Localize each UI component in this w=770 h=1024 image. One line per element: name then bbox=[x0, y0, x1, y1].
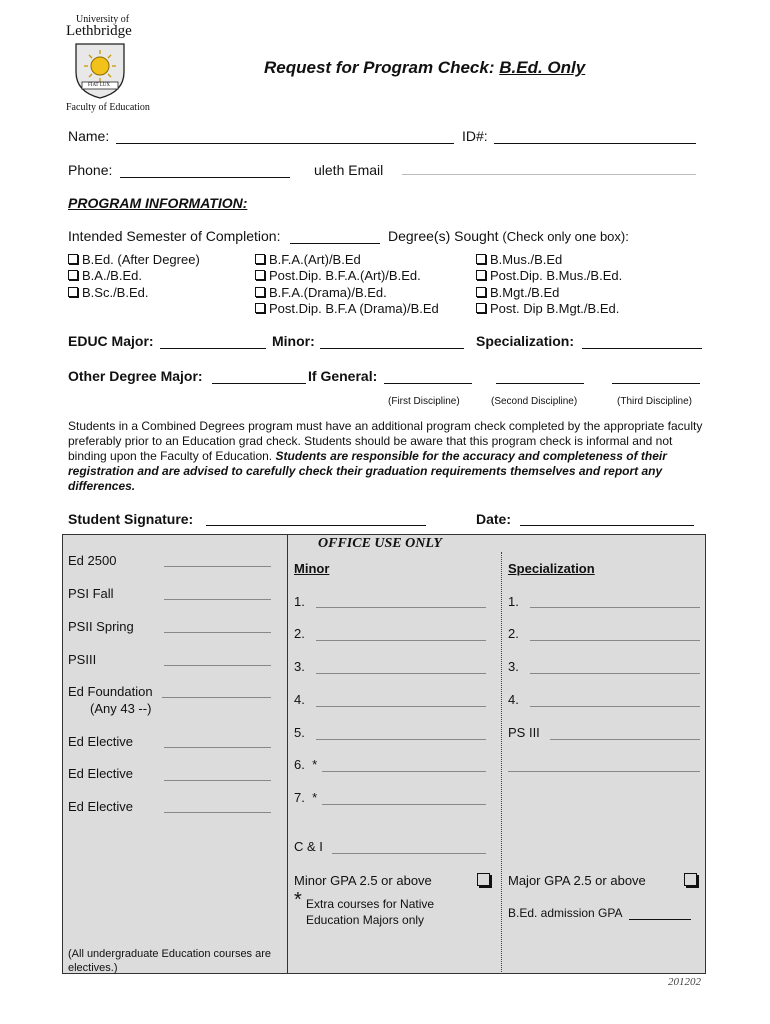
degree-option[interactable] bbox=[476, 252, 562, 267]
degree-option-label: B.F.A.(Drama)/B.Ed. bbox=[269, 285, 387, 300]
minor-course-field[interactable] bbox=[316, 673, 486, 674]
minor-number: 4. bbox=[294, 692, 305, 707]
if-general-label: If General: bbox=[308, 368, 378, 384]
checkbox-icon[interactable] bbox=[476, 303, 486, 313]
id-label: ID#: bbox=[462, 128, 488, 144]
university-logo bbox=[62, 14, 150, 114]
crest-icon bbox=[74, 42, 126, 100]
phone-field[interactable] bbox=[120, 177, 290, 178]
degree-option[interactable] bbox=[68, 268, 142, 283]
ci-label: C & I bbox=[294, 839, 323, 854]
degree-option[interactable] bbox=[68, 285, 148, 300]
minor-gpa-label: Minor GPA 2.5 or above bbox=[294, 873, 432, 888]
specialization-label: Specialization: bbox=[476, 333, 575, 349]
signature-label: Student Signature: bbox=[68, 511, 194, 527]
office-divider-left bbox=[287, 534, 288, 974]
checkbox-icon[interactable] bbox=[68, 270, 78, 280]
other-degree-label: Other Degree Major: bbox=[68, 368, 203, 384]
phone-label: Phone: bbox=[68, 162, 113, 178]
first-discipline-field[interactable] bbox=[384, 383, 472, 384]
checkbox-icon[interactable] bbox=[476, 270, 486, 280]
degree-option[interactable] bbox=[255, 285, 387, 300]
logo-motto: FIAT LUX bbox=[88, 83, 110, 88]
name-field[interactable] bbox=[116, 143, 454, 144]
semester-label: Intended Semester of Completion: bbox=[68, 228, 281, 244]
minor-number: 1. bbox=[294, 594, 305, 609]
degree-note: (Check only one box): bbox=[502, 229, 629, 244]
office-psii-field[interactable] bbox=[164, 632, 271, 633]
degree-option[interactable] bbox=[476, 301, 619, 316]
logo-faculty: Faculty of Education bbox=[66, 102, 150, 113]
spec-number: 1. bbox=[508, 594, 519, 609]
degree-option-label: B.Ed. (After Degree) bbox=[82, 252, 200, 267]
checkbox-icon[interactable] bbox=[68, 254, 78, 264]
degree-option-label: B.Mus./B.Ed bbox=[490, 252, 563, 267]
spec-course-field[interactable] bbox=[530, 706, 700, 707]
minor-number: 2. bbox=[294, 626, 305, 641]
degree-option-label: B.Mgt./B.Ed bbox=[490, 285, 560, 300]
office-elective-label: Ed Elective bbox=[68, 766, 134, 781]
minor-course-field[interactable] bbox=[322, 771, 486, 772]
degree-option[interactable] bbox=[255, 252, 361, 267]
checkbox-icon[interactable] bbox=[255, 270, 265, 280]
office-foundation-field[interactable] bbox=[162, 697, 271, 698]
page-title bbox=[264, 58, 585, 78]
checkbox-icon[interactable] bbox=[255, 254, 265, 264]
minor-label: Minor: bbox=[272, 333, 315, 349]
minor-gpa-checkbox[interactable] bbox=[477, 873, 490, 886]
other-degree-field[interactable] bbox=[212, 383, 306, 384]
email-field[interactable] bbox=[402, 174, 696, 175]
email-label: uleth Email bbox=[314, 162, 384, 178]
office-spec-heading: Specialization bbox=[508, 561, 595, 576]
form-code: 201202 bbox=[668, 976, 701, 988]
spec-number: 3. bbox=[508, 659, 519, 674]
office-heading: OFFICE USE ONLY bbox=[318, 536, 442, 551]
educ-major-label: EDUC Major: bbox=[68, 333, 154, 349]
checkbox-icon[interactable] bbox=[68, 287, 78, 297]
program-info-heading: PROGRAM INFORMATION: bbox=[68, 195, 248, 211]
ps3-field[interactable] bbox=[550, 739, 700, 740]
degree-option[interactable] bbox=[476, 285, 559, 300]
degree-option[interactable] bbox=[68, 252, 200, 267]
date-field[interactable] bbox=[520, 525, 694, 526]
checkbox-icon[interactable] bbox=[255, 287, 265, 297]
third-discipline-field[interactable] bbox=[612, 383, 700, 384]
spec-course-field[interactable] bbox=[530, 640, 700, 641]
office-foundation-note: (Any 43 --) bbox=[90, 701, 152, 716]
major-gpa-label: Major GPA 2.5 or above bbox=[508, 873, 646, 888]
minor-course-field[interactable] bbox=[322, 804, 486, 805]
spec-number: 4. bbox=[508, 692, 519, 707]
title-underlined: B.Ed. Only bbox=[499, 58, 586, 77]
date-label: Date: bbox=[476, 511, 512, 527]
office-foundation-label: Ed Foundation bbox=[68, 684, 153, 699]
specialization-field[interactable] bbox=[582, 348, 702, 349]
admission-gpa-field[interactable] bbox=[629, 919, 691, 920]
degree-option-label: Post.Dip. B.F.A.(Art)/B.Ed. bbox=[269, 268, 421, 283]
educ-major-field[interactable] bbox=[160, 348, 266, 349]
checkbox-icon[interactable] bbox=[476, 287, 486, 297]
office-psi-field[interactable] bbox=[164, 599, 271, 600]
office-psi-label: PSI Fall bbox=[68, 586, 114, 601]
office-ed2500-label: Ed 2500 bbox=[68, 553, 117, 568]
degree-option-label: Post. Dip B.Mgt./B.Ed. bbox=[490, 301, 620, 316]
office-elective-label: Ed Elective bbox=[68, 734, 134, 749]
third-discipline-caption: (Third Discipline) bbox=[617, 396, 693, 407]
semester-field[interactable] bbox=[290, 243, 380, 244]
office-elective-field[interactable] bbox=[164, 780, 271, 781]
office-psiii-field[interactable] bbox=[164, 665, 271, 666]
minor-course-field[interactable] bbox=[316, 640, 486, 641]
minor-number: 5. bbox=[294, 725, 305, 740]
degree-option[interactable] bbox=[255, 301, 439, 316]
id-field[interactable] bbox=[494, 143, 696, 144]
minor-number: 3. bbox=[294, 659, 305, 674]
minor-number: 7. bbox=[294, 790, 305, 805]
signature-field[interactable] bbox=[206, 525, 426, 526]
asterisk: * bbox=[312, 790, 318, 805]
notice-plain: Students in a Combined Degrees program must have an additional program check completed by the appropriate faculty preferably prior to an Education grad check. Students should be aware that this program check is informal and not binding upon the Faculty of Education. bbox=[68, 419, 703, 463]
minor-course-field[interactable] bbox=[316, 706, 486, 707]
logo-university-of: University of bbox=[76, 14, 130, 25]
second-discipline-caption: (Second Discipline) bbox=[491, 396, 578, 407]
minor-field[interactable] bbox=[320, 348, 464, 349]
minor-number: 6. bbox=[294, 757, 305, 772]
extra-note-star: * bbox=[294, 889, 302, 911]
degree-option-label: B.Sc./B.Ed. bbox=[82, 285, 149, 300]
minor-number-starred bbox=[294, 757, 317, 772]
ci-field[interactable] bbox=[332, 853, 486, 854]
degree-option-label: B.A./B.Ed. bbox=[82, 268, 142, 283]
office-ed2500-field[interactable] bbox=[164, 566, 271, 567]
degree-option-label: Post.Dip. B.Mus./B.Ed. bbox=[490, 268, 623, 283]
checkbox-icon[interactable] bbox=[255, 303, 265, 313]
office-left-footer: (All undergraduate Education courses are electives.) bbox=[68, 948, 272, 974]
degree-sought bbox=[388, 228, 629, 244]
notice-emphasis: Students are responsible for the accuracy and completeness of their registration and are advised to carefully check their graduation requirements themselves and report any differences. bbox=[68, 449, 667, 493]
spec-course-field[interactable] bbox=[530, 673, 700, 674]
office-psii-label: PSII Spring bbox=[68, 619, 134, 634]
major-gpa-checkbox[interactable] bbox=[684, 873, 697, 886]
degree-option-label: Post.Dip. B.F.A (Drama)/B.Ed bbox=[269, 301, 439, 316]
name-label: Name: bbox=[68, 128, 110, 144]
combined-degrees-notice bbox=[68, 419, 708, 494]
office-divider-right bbox=[501, 552, 502, 974]
office-elective-label: Ed Elective bbox=[68, 799, 134, 814]
ps3-label: PS III bbox=[508, 725, 540, 740]
degree-option-label: B.F.A.(Art)/B.Ed bbox=[269, 252, 361, 267]
office-minor-heading: Minor bbox=[294, 561, 330, 576]
spec-number: 2. bbox=[508, 626, 519, 641]
office-elective-field[interactable] bbox=[164, 747, 271, 748]
degree-option[interactable] bbox=[476, 268, 622, 283]
extra-note: Extra courses for Native Education Majors only bbox=[306, 897, 435, 927]
minor-number-starred bbox=[294, 790, 317, 805]
spec-extra-field[interactable] bbox=[508, 771, 700, 772]
logo-lethbridge: Lethbridge bbox=[66, 23, 132, 39]
title-prefix: Request for Program Check: bbox=[264, 58, 500, 77]
degree-option[interactable] bbox=[255, 268, 421, 283]
office-psiii-label: PSIII bbox=[68, 652, 97, 667]
spec-course-field[interactable] bbox=[530, 607, 700, 608]
degree-label: Degree(s) Sought bbox=[388, 228, 499, 244]
asterisk: * bbox=[312, 757, 318, 772]
second-discipline-field[interactable] bbox=[496, 383, 584, 384]
admission-gpa-label: B.Ed. admission GPA bbox=[508, 906, 623, 920]
checkbox-icon[interactable] bbox=[476, 254, 486, 264]
first-discipline-caption: (First Discipline) bbox=[388, 396, 460, 407]
minor-course-field[interactable] bbox=[316, 607, 486, 608]
minor-course-field[interactable] bbox=[316, 739, 486, 740]
office-elective-field[interactable] bbox=[164, 812, 271, 813]
